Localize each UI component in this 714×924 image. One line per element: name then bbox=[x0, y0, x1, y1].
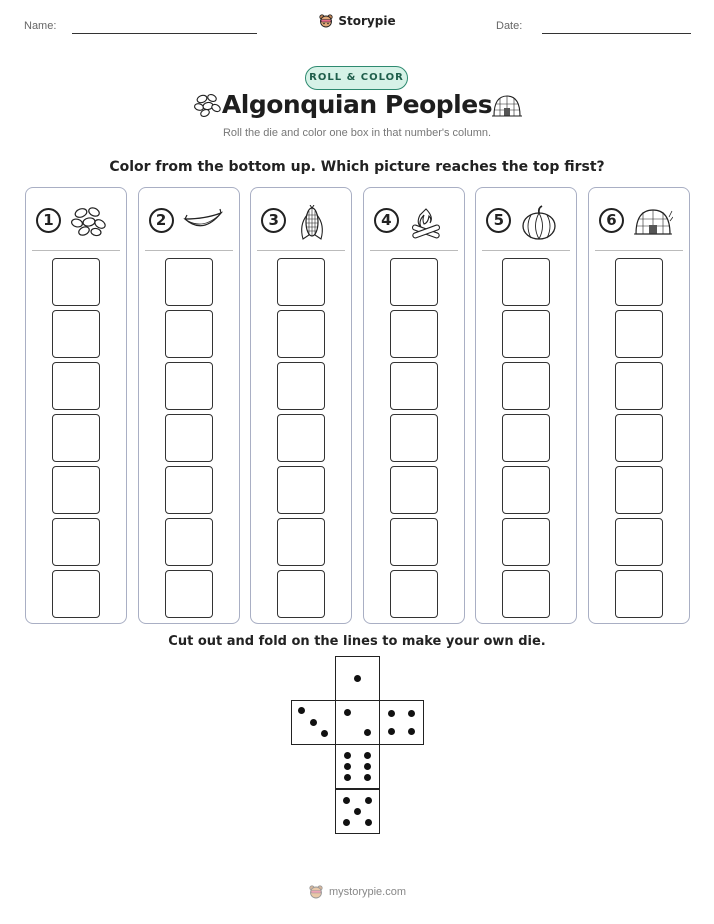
die-pip bbox=[365, 797, 372, 804]
die-face-three[interactable] bbox=[291, 700, 336, 745]
color-box[interactable] bbox=[165, 310, 213, 358]
die-pip bbox=[388, 728, 395, 735]
column-header bbox=[486, 205, 568, 235]
color-box[interactable] bbox=[502, 362, 550, 410]
color-box[interactable] bbox=[277, 466, 325, 514]
die-pip bbox=[408, 710, 415, 717]
activity-badge: ROLL & COLOR bbox=[305, 66, 408, 90]
color-box[interactable] bbox=[52, 466, 100, 514]
color-box[interactable] bbox=[277, 570, 325, 618]
corn-icon bbox=[295, 205, 329, 245]
die-face-five[interactable] bbox=[335, 789, 380, 834]
color-box[interactable] bbox=[390, 570, 438, 618]
die-pip bbox=[365, 819, 372, 826]
die-face-one[interactable] bbox=[335, 656, 380, 701]
subtitle: Roll the die and color one box in that number's column. bbox=[222, 127, 492, 139]
page-title: Algonquian Peoples bbox=[221, 90, 493, 119]
die-pip bbox=[364, 729, 371, 736]
date-label: Date: bbox=[496, 20, 523, 32]
column-3 bbox=[250, 187, 352, 624]
name-label: Name: bbox=[24, 20, 57, 32]
die-pip bbox=[354, 675, 361, 682]
color-box[interactable] bbox=[502, 466, 550, 514]
canoe-icon bbox=[183, 205, 223, 241]
column-header bbox=[149, 205, 231, 235]
bear-logo-icon bbox=[318, 13, 334, 29]
color-box[interactable] bbox=[502, 570, 550, 618]
color-box[interactable] bbox=[52, 570, 100, 618]
color-box[interactable] bbox=[165, 414, 213, 462]
color-box[interactable] bbox=[615, 258, 663, 306]
column-number: 6 bbox=[599, 208, 624, 233]
color-box[interactable] bbox=[615, 414, 663, 462]
column-number: 4 bbox=[374, 208, 399, 233]
color-box[interactable] bbox=[390, 362, 438, 410]
color-box[interactable] bbox=[165, 466, 213, 514]
color-box[interactable] bbox=[52, 310, 100, 358]
die-pip bbox=[321, 730, 328, 737]
column-divider bbox=[595, 250, 683, 251]
color-box[interactable] bbox=[52, 362, 100, 410]
color-box[interactable] bbox=[52, 258, 100, 306]
color-box[interactable] bbox=[390, 258, 438, 306]
color-box[interactable] bbox=[277, 362, 325, 410]
column-6 bbox=[588, 187, 690, 624]
column-number: 2 bbox=[149, 208, 174, 233]
color-box[interactable] bbox=[277, 414, 325, 462]
color-box[interactable] bbox=[52, 414, 100, 462]
color-box[interactable] bbox=[615, 466, 663, 514]
column-divider bbox=[482, 250, 570, 251]
die-pip bbox=[364, 763, 371, 770]
die-pip bbox=[344, 774, 351, 781]
brand-name: Storypie bbox=[338, 14, 396, 28]
wigwam-icon bbox=[491, 92, 523, 118]
die-pip bbox=[344, 752, 351, 759]
color-box[interactable] bbox=[390, 518, 438, 566]
die-pip bbox=[298, 707, 305, 714]
die-pip bbox=[364, 774, 371, 781]
column-header bbox=[599, 205, 681, 235]
color-box[interactable] bbox=[615, 362, 663, 410]
column-number: 5 bbox=[486, 208, 511, 233]
column-header bbox=[374, 205, 456, 235]
color-box[interactable] bbox=[390, 414, 438, 462]
color-box[interactable] bbox=[165, 570, 213, 618]
footer-url[interactable]: mystorypie.com bbox=[328, 886, 407, 898]
color-box[interactable] bbox=[165, 518, 213, 566]
name-line[interactable] bbox=[72, 33, 257, 34]
column-header bbox=[261, 205, 343, 235]
beans-icon bbox=[70, 205, 108, 241]
color-box[interactable] bbox=[615, 310, 663, 358]
color-box[interactable] bbox=[277, 518, 325, 566]
die-pip bbox=[343, 819, 350, 826]
instruction-text: Color from the bottom up. Which picture reaches the top first? bbox=[109, 159, 605, 175]
footer bbox=[0, 884, 714, 904]
die-pip bbox=[343, 797, 350, 804]
column-number: 1 bbox=[36, 208, 61, 233]
die-face-four[interactable] bbox=[379, 700, 424, 745]
die-face-two[interactable] bbox=[335, 700, 380, 745]
column-4 bbox=[363, 187, 465, 624]
die-pip bbox=[354, 808, 361, 815]
color-box[interactable] bbox=[502, 518, 550, 566]
die-instruction: Cut out and fold on the lines to make your own die. bbox=[168, 634, 546, 649]
color-box[interactable] bbox=[390, 466, 438, 514]
column-divider bbox=[257, 250, 345, 251]
color-box[interactable] bbox=[502, 414, 550, 462]
color-box[interactable] bbox=[615, 570, 663, 618]
date-line[interactable] bbox=[542, 33, 691, 34]
die-face-six[interactable] bbox=[335, 744, 380, 789]
color-box[interactable] bbox=[277, 310, 325, 358]
bear-logo-icon bbox=[308, 884, 324, 900]
die-pip bbox=[344, 763, 351, 770]
die-pip bbox=[408, 728, 415, 735]
color-box[interactable] bbox=[502, 258, 550, 306]
wigwam-icon bbox=[633, 205, 673, 241]
die-pip bbox=[364, 752, 371, 759]
color-box[interactable] bbox=[52, 518, 100, 566]
color-box[interactable] bbox=[390, 310, 438, 358]
die-pip bbox=[344, 709, 351, 716]
die-pip bbox=[388, 710, 395, 717]
die-pip bbox=[310, 719, 317, 726]
column-5 bbox=[475, 187, 577, 624]
column-2 bbox=[138, 187, 240, 624]
color-box[interactable] bbox=[165, 258, 213, 306]
column-divider bbox=[145, 250, 233, 251]
column-divider bbox=[32, 250, 120, 251]
color-box[interactable] bbox=[277, 258, 325, 306]
color-box[interactable] bbox=[502, 310, 550, 358]
color-box[interactable] bbox=[165, 362, 213, 410]
brand-logo bbox=[0, 13, 714, 33]
color-box[interactable] bbox=[615, 518, 663, 566]
column-number: 3 bbox=[261, 208, 286, 233]
column-1 bbox=[25, 187, 127, 624]
column-divider bbox=[370, 250, 458, 251]
campfire-icon bbox=[408, 205, 444, 245]
pumpkin-icon bbox=[520, 205, 558, 245]
column-header bbox=[36, 205, 118, 235]
